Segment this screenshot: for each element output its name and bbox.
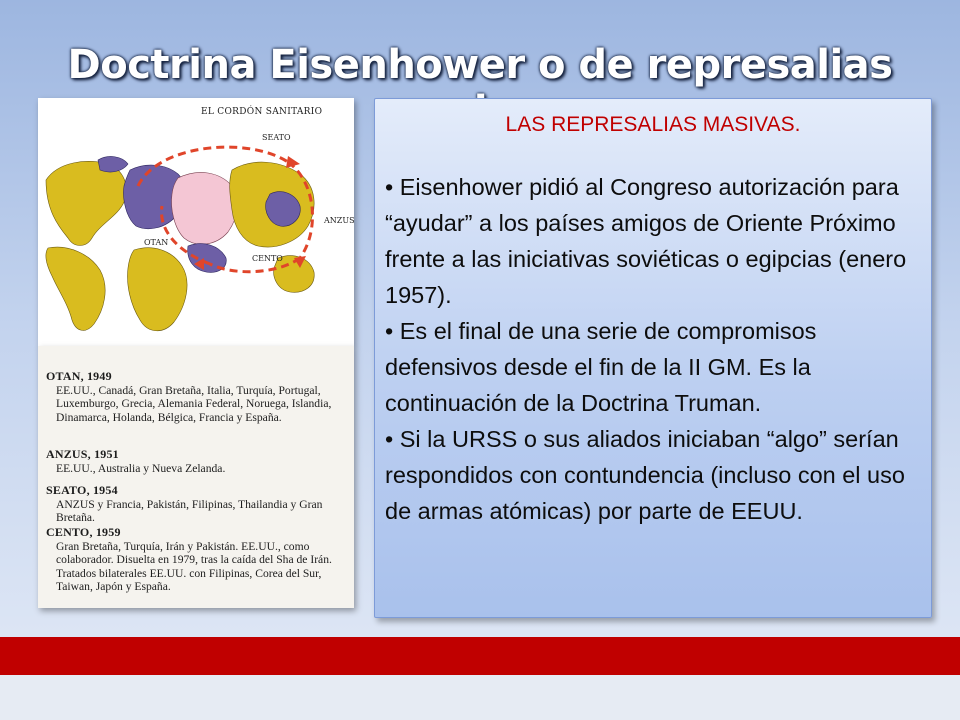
content-panel <box>374 98 932 618</box>
pacts-list <box>38 346 354 608</box>
pact-otan <box>46 370 346 424</box>
cordon-sanitario-map <box>38 98 354 346</box>
pact-seato <box>46 484 346 525</box>
world-map-graphic <box>38 98 354 346</box>
pact-members: EE.UU., Australia y Nueva Zelanda. <box>56 461 226 475</box>
panel-title: LAS REPRESALIAS MASIVAS. <box>505 113 801 136</box>
pact-heading: ANZUS, 1951 <box>46 447 119 461</box>
map-label-cento: CENTO <box>252 254 283 263</box>
bullet-list <box>385 169 925 529</box>
pact-heading: SEATO, 1954 <box>46 483 118 497</box>
pact-anzus <box>46 448 346 475</box>
pact-cento <box>46 526 346 594</box>
pact-members: EE.UU., Canadá, Gran Bretaña, Italia, Turquía, Portugal, Luxemburgo, Grecia, Alemania Federal, Noruega, Islandia, Dinamarca, Holanda, Bélgica, Francia y España. <box>56 383 332 424</box>
pact-heading: CENTO, 1959 <box>46 525 121 539</box>
slide-title: Doctrina Eisenhower o de represalias <box>67 42 893 88</box>
map-title: EL CORDÓN SANITARIO <box>201 107 323 117</box>
footer-strip <box>0 675 960 720</box>
bullet-item: • Es el final de una serie de compromisos defensivos desde el fin de la II GM. Es la continuación de la Doctrina Truman. <box>385 318 817 416</box>
map-label-anzus: ANZUS <box>324 216 355 225</box>
footer-red-band <box>0 637 960 675</box>
bullet-item: • Eisenhower pidió al Congreso autorización para “ayudar” a los países amigos de Oriente Próximo frente a las iniciativas soviéticas o egipcias (enero 1957). <box>385 174 907 308</box>
pact-members: Gran Bretaña, Turquía, Irán y Pakistán. EE.UU., como colaborador. Disuelta en 1979, tras la caída del Sha de Irán. Tratados bilaterales EE.UU. con Filipinas, Corea del Sur, Taiwan, Japón y España. <box>56 539 332 594</box>
pact-members: ANZUS y Francia, Pakistán, Filipinas, Thailandia y Gran Bretaña. <box>56 497 323 525</box>
bullet-item: • Si la URSS o sus aliados iniciaban “algo” serían respondidos con contundencia (incluso con el uso de armas atómicas) por parte de EEUU. <box>385 426 905 524</box>
pact-heading: OTAN, 1949 <box>46 369 112 383</box>
map-label-otan: OTAN <box>144 238 169 247</box>
map-label-seato: SEATO <box>262 133 291 142</box>
